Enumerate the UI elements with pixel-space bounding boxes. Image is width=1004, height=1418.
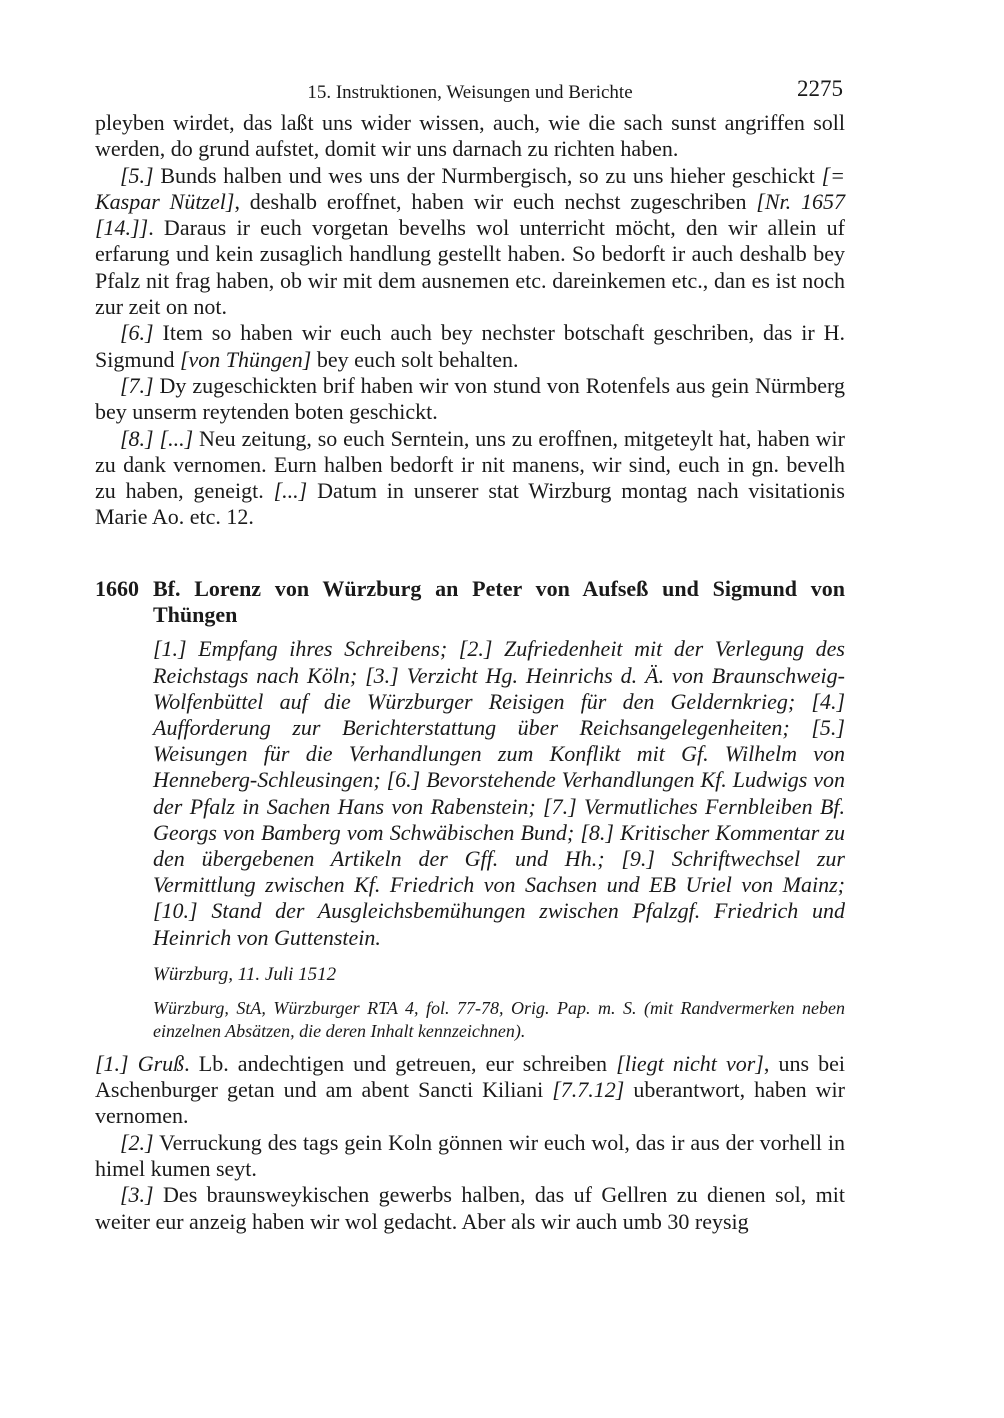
document-source: Würzburg, StA, Würzburger RTA 4, fol. 77-78, Orig. Pap. m. S. (mit Randvermerken neben einzelnen Absätzen, die deren Inhalt kennzeichnen). [153, 997, 845, 1041]
document-number: 1660 [95, 575, 139, 601]
paragraph-6: [6.] Item so haben wir euch auch bey nechster botschaft geschriben, das ir H. Sigmund [von Thüngen] bey euch solt behalten. [95, 320, 845, 372]
page-header [95, 76, 845, 110]
document-regest: [1.] Empfang ihres Schreibens; [2.] Zufriedenheit mit der Verlegung des Reichstags nach Köln; [3.] Verzicht Hg. Heinrichs d. Ä. von Braunschweig-Wolfenbüttel auf die Würzburger Reisigen für den Geldernkrieg; [4.] Aufforderung zur Berichterstattung über Reichsangelegenheiten; [5.] Weisungen für die Verhandlungen zum Konflikt mit Gf. Wilhelm von Henneberg-Schleusingen; [6.] Bevorstehende Verhandlungen Kf. Ludwigs von der Pfalz in Sachen Hans von Rabenstein; [7.] Vermutliches Fernbleiben Bf. Georgs von Bamberg vom Schwäbischen Bund; [8.] Kritischer Kommentar zu den übergebenen Artikeln der Gff. und Hh.; [9.] Schriftwechsel zur Vermittlung zwischen Kf. Friedrich von Sachsen und EB Uriel von Mainz; [10.] Stand der Ausgleichsbemühungen zwischen Pfalzgf. Friedrich und Heinrich von Guttenstein. [153, 636, 845, 950]
paragraph-7: [7.] Dy zugeschickten brif haben wir von stund von Rotenfels aus gein Nürmberg bey unserm reytenden boten geschickt. [95, 372, 845, 425]
body-paragraph-3: [3.] Des braunsweykischen gewerbs halben, das uf Gellren zu dienen sol, mit weiter eur anzeig haben wir wol gedacht. Aber als wir auch umb 30 reysig [95, 1182, 845, 1234]
document-title: Bf. Lorenz von Würzburg an Peter von Aufseß und Sigmund von Thüngen [153, 575, 845, 628]
body-paragraph-1: [1.] Gruß. Lb. andechtigen und getreuen, eur schreiben [liegt nicht vor], uns bei Aschenburger getan und am abent Sancti Kiliani [7.7.12] uberantwort, haben wir vernomen. [95, 1050, 845, 1129]
document-page [95, 76, 845, 1235]
paragraph-continuation: pleyben wirdet, das laßt uns wider wissen, auch, wie die sach sunst angriffen soll werden, do grund aufstet, domit wir uns darnach zu richten haben. [95, 110, 845, 162]
document-heading [95, 576, 845, 629]
page-number: 2275 [797, 76, 843, 101]
body-paragraph-2: [2.] Verruckung des tags gein Koln gönnen wir euch wol, das ir aus der vorhell in himel kumen seyt. [95, 1129, 845, 1181]
running-title: 15. Instruktionen, Weisungen und Berichte [307, 82, 633, 103]
document-dateline: Würzburg, 11. Juli 1512 [153, 963, 337, 985]
paragraph-8: [8.] [...] Neu zeitung, so euch Serntein, uns zu eroffnen, mitgeteylt hat, haben wir zu dank vernomen. Eurn halben bedorft ir nit manens, wir sind, euch in gn. bevelh zu haben, geneigt. [...] Datum in unserer stat Wirzburg montag nach visitationis Marie Ao. etc. 12. [95, 425, 845, 530]
paragraph-5: [5.] Bunds halben und wes uns der Nurmbergisch, so zu uns hieher geschickt [= Kaspar Nützel], deshalb eroffnet, haben wir euch nechst zugeschriben [Nr. 1657 [14.]]. Daraus ir euch vorgetan bevelhs wol unterricht möcht, den wir allein uf erfarung und kein zusaglich handlung gestellt haben. So bedorft ir auch deshalb bey Pfalz nit frag haben, ob wir mit dem ausnemen etc. dareinkemen etc., dan es ist noch zur zeit on not. [95, 162, 846, 320]
